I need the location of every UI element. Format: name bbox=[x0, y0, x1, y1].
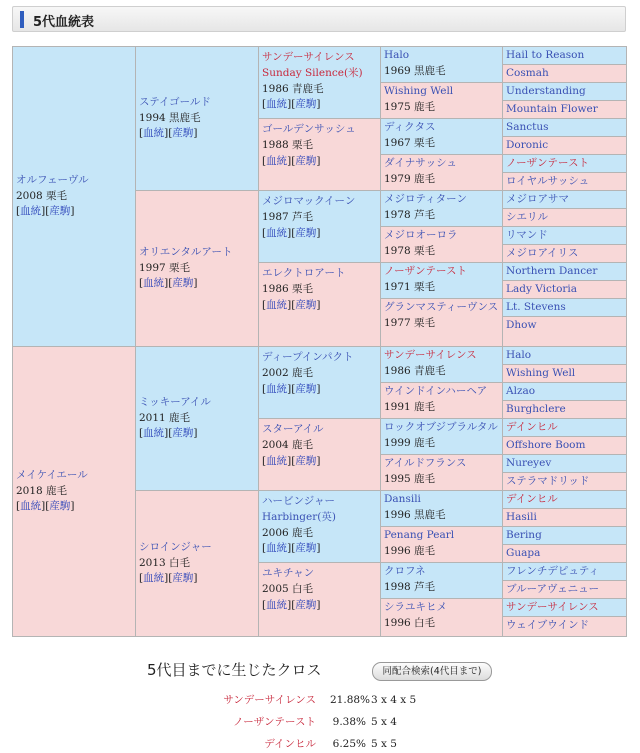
cross-row bbox=[0, 735, 640, 753]
horse-name-link[interactable]: サンデーサイレンス bbox=[384, 349, 477, 361]
horse-name-link[interactable]: Lady Victoria bbox=[506, 283, 578, 295]
horse-name-link[interactable]: ディクタス bbox=[384, 121, 436, 133]
horse-name-link[interactable]: ゴールデンサッシュ bbox=[262, 123, 356, 135]
cross-horse-link[interactable]: サンデーサイレンス bbox=[223, 694, 316, 706]
record-links: [血統][産駒] bbox=[16, 500, 75, 513]
birth-year-color: 2018 鹿毛 bbox=[16, 484, 68, 497]
birth-year-color: 1986 栗毛 bbox=[262, 282, 314, 295]
birth-year-color: 1997 栗毛 bbox=[139, 261, 191, 274]
horse-name-link[interactable]: メイケイエール bbox=[16, 468, 88, 481]
record-links: [血統][産駒] bbox=[16, 205, 75, 218]
page-title: 5代血統表 bbox=[33, 15, 95, 30]
sire-dam-cell bbox=[12, 46, 136, 347]
birth-year-color: 1988 栗毛 bbox=[262, 138, 314, 151]
birth-year-color: 1978 栗毛 bbox=[384, 244, 436, 257]
g4-ancestor-cell bbox=[380, 526, 503, 563]
horse-name-link[interactable]: Sanctus bbox=[506, 121, 549, 133]
pedigree-link[interactable]: 血統 bbox=[266, 542, 288, 555]
birth-year-color: 1978 芦毛 bbox=[384, 208, 436, 221]
birth-year-color: 1979 鹿毛 bbox=[384, 172, 436, 185]
g5-ancestor-cell bbox=[502, 118, 627, 137]
grandparent-cell bbox=[135, 46, 259, 191]
header-accent-bar bbox=[20, 11, 24, 28]
horse-name-link[interactable]: デインヒル bbox=[506, 493, 558, 505]
birth-year-color: 1994 黒鹿毛 bbox=[139, 111, 201, 124]
birth-year-color: 1996 鹿毛 bbox=[384, 544, 436, 557]
horse-name-link[interactable]: Mountain Flower bbox=[506, 103, 598, 115]
horse-name-link[interactable]: Offshore Boom bbox=[506, 439, 586, 451]
g4-ancestor-cell bbox=[380, 418, 503, 455]
g5-ancestor-cell bbox=[502, 82, 627, 101]
cross-generations: 5 x 5 bbox=[371, 738, 397, 750]
horse-name-link[interactable]: ステイゴールド bbox=[139, 95, 211, 108]
horse-name-link[interactable]: エレクトロアート bbox=[262, 267, 346, 279]
g5-ancestor-cell bbox=[502, 454, 627, 473]
cross-percent: 9.38% bbox=[332, 716, 366, 728]
g5-ancestor-cell bbox=[502, 490, 627, 509]
g3-ancestor-cell bbox=[258, 346, 381, 419]
horse-name-link[interactable]: Lt. Stevens bbox=[506, 301, 566, 313]
pedigree-table bbox=[12, 46, 626, 646]
record-links: [血統][産駒] bbox=[262, 542, 321, 555]
g5-ancestor-cell bbox=[502, 172, 627, 191]
horse-name-link[interactable]: ロックオブジブラルタル bbox=[384, 421, 498, 433]
birth-year-color: 1986 青鹿毛 bbox=[262, 82, 324, 95]
record-links: [血統][産駒] bbox=[262, 598, 321, 611]
birth-year-color: 1999 鹿毛 bbox=[384, 436, 436, 449]
cross-horse-link[interactable]: デインヒル bbox=[264, 738, 316, 750]
pedigree-link[interactable]: 血統 bbox=[143, 277, 165, 290]
birth-year-color: 1991 鹿毛 bbox=[384, 400, 436, 413]
cross-row bbox=[0, 691, 640, 709]
horse-name-link[interactable]: Alzao bbox=[506, 385, 536, 397]
g5-ancestor-cell bbox=[502, 280, 627, 299]
horse-name-link[interactable]: Penang Pearl bbox=[384, 529, 455, 541]
grandparent-cell bbox=[135, 346, 259, 491]
horse-name-link[interactable]: ノーザンテースト bbox=[384, 265, 467, 277]
g3-ancestor-cell bbox=[258, 190, 381, 263]
progeny-link[interactable]: 産駒 bbox=[49, 205, 71, 218]
horse-name-link[interactable]: アイルドフランス bbox=[384, 457, 467, 469]
horse-name-link[interactable]: Guapa bbox=[506, 547, 541, 559]
record-links: [血統][産駒] bbox=[262, 382, 321, 395]
birth-year-color: 1987 芦毛 bbox=[262, 210, 314, 223]
g4-ancestor-cell bbox=[380, 82, 503, 119]
progeny-link[interactable]: 産駒 bbox=[172, 427, 194, 440]
horse-name-link[interactable]: Wishing Well bbox=[506, 367, 576, 379]
horse-name-link[interactable]: ウェイブウインド bbox=[506, 619, 589, 631]
birth-year-color: 2005 白毛 bbox=[262, 582, 314, 595]
g4-ancestor-cell bbox=[380, 118, 503, 155]
g5-ancestor-cell bbox=[502, 244, 627, 263]
pedigree-link[interactable]: 血統 bbox=[266, 382, 288, 395]
horse-name-link[interactable]: クロフネ bbox=[384, 565, 426, 577]
pedigree-link[interactable]: 血統 bbox=[143, 572, 165, 585]
cross-generations: 3 x 4 x 5 bbox=[371, 694, 417, 706]
horse-name-link[interactable]: シロインジャー bbox=[139, 540, 212, 553]
horse-name-link[interactable]: Harbinger(英) bbox=[262, 510, 336, 523]
progeny-link[interactable]: 産駒 bbox=[49, 500, 71, 513]
g5-ancestor-cell bbox=[502, 544, 627, 563]
horse-name-link[interactable]: オルフェーヴル bbox=[16, 173, 89, 186]
g4-ancestor-cell bbox=[380, 454, 503, 491]
birth-year-color: 1971 栗毛 bbox=[384, 280, 436, 293]
horse-name-link[interactable]: サンデーサイレンス bbox=[506, 601, 599, 613]
g5-ancestor-cell bbox=[502, 598, 627, 617]
birth-year-color: 1995 鹿毛 bbox=[384, 472, 436, 485]
birth-year-color: 1977 栗毛 bbox=[384, 316, 436, 329]
g4-ancestor-cell bbox=[380, 598, 503, 637]
birth-year-color: 1996 白毛 bbox=[384, 616, 436, 629]
g5-ancestor-cell bbox=[502, 136, 627, 155]
progeny-link[interactable]: 産駒 bbox=[295, 382, 317, 395]
pedigree-link[interactable]: 血統 bbox=[20, 205, 42, 218]
same-mating-search-button[interactable]: 同配合検索(4代目まで) bbox=[372, 662, 492, 681]
cross-section-title: 5代目までに生じたクロス bbox=[147, 661, 322, 679]
g3-ancestor-cell bbox=[258, 418, 381, 491]
pedigree-link[interactable]: 血統 bbox=[143, 427, 165, 440]
birth-year-color: 2002 鹿毛 bbox=[262, 366, 314, 379]
birth-year-color: 1975 鹿毛 bbox=[384, 100, 436, 113]
horse-name-link[interactable]: ウインドインハーヘア bbox=[384, 385, 488, 397]
horse-name-link[interactable]: Doronic bbox=[506, 139, 549, 151]
g5-ancestor-cell bbox=[502, 100, 627, 119]
pedigree-link[interactable]: 血統 bbox=[266, 298, 288, 311]
horse-name-link[interactable]: Halo bbox=[384, 49, 410, 61]
g4-ancestor-cell bbox=[380, 562, 503, 599]
record-links: [血統][産駒] bbox=[139, 277, 198, 290]
g5-ancestor-cell bbox=[502, 346, 627, 365]
grandparent-cell bbox=[135, 190, 259, 347]
birth-year-color: 1969 黒鹿毛 bbox=[384, 64, 446, 77]
g4-ancestor-cell bbox=[380, 298, 503, 347]
horse-name-link[interactable]: ロイヤルサッシュ bbox=[506, 175, 590, 187]
record-links: [血統][産駒] bbox=[262, 98, 321, 111]
g3-ancestor-cell bbox=[258, 490, 381, 563]
record-links: [血統][産駒] bbox=[262, 154, 321, 167]
record-links: [血統][産駒] bbox=[139, 572, 198, 585]
sire-dam-cell bbox=[12, 346, 136, 637]
birth-year-color: 1998 芦毛 bbox=[384, 580, 436, 593]
g5-ancestor-cell bbox=[502, 364, 627, 383]
g3-ancestor-cell bbox=[258, 118, 381, 191]
birth-year-color: 2008 栗毛 bbox=[16, 189, 68, 202]
horse-name-link[interactable]: グランマスティーヴンス bbox=[384, 301, 499, 313]
progeny-link[interactable]: 産駒 bbox=[295, 598, 317, 611]
g4-ancestor-cell bbox=[380, 262, 503, 299]
birth-year-color: 1986 青鹿毛 bbox=[384, 364, 446, 377]
g5-ancestor-cell bbox=[502, 580, 627, 599]
horse-name-link[interactable]: メジロマックイーン bbox=[262, 195, 356, 207]
horse-name-link[interactable]: シラユキヒメ bbox=[384, 601, 447, 613]
g4-ancestor-cell bbox=[380, 226, 503, 263]
g5-ancestor-cell bbox=[502, 46, 627, 65]
pedigree-link[interactable]: 血統 bbox=[266, 154, 288, 167]
horse-name-link[interactable]: Wishing Well bbox=[384, 85, 454, 97]
pedigree-link[interactable]: 血統 bbox=[266, 454, 288, 467]
birth-year-color: 2013 白毛 bbox=[139, 556, 191, 569]
horse-name-link[interactable]: Halo bbox=[506, 349, 532, 361]
record-links: [血統][産駒] bbox=[139, 427, 198, 440]
cross-row bbox=[0, 713, 640, 731]
horse-name-link[interactable]: スターアイル bbox=[262, 423, 324, 435]
horse-name-link[interactable]: Nureyev bbox=[506, 457, 552, 469]
horse-name-link[interactable]: ディープインパクト bbox=[262, 351, 354, 363]
section-header bbox=[12, 6, 626, 32]
cross-horse-link[interactable]: ノーザンテースト bbox=[233, 716, 316, 728]
cross-percent: 21.88% bbox=[330, 694, 371, 706]
g5-ancestor-cell bbox=[502, 64, 627, 83]
horse-name-link[interactable]: ユキチャン bbox=[262, 567, 315, 579]
horse-name-link[interactable]: ミッキーアイル bbox=[139, 395, 211, 408]
horse-name-link[interactable]: ハービンジャー bbox=[262, 495, 336, 507]
record-links: [血統][産駒] bbox=[262, 226, 321, 239]
g5-ancestor-cell bbox=[502, 436, 627, 455]
birth-year-color: 2004 鹿毛 bbox=[262, 438, 314, 451]
progeny-link[interactable]: 産駒 bbox=[295, 98, 317, 111]
horse-name-link[interactable]: サンデーサイレンス bbox=[262, 51, 355, 63]
pedigree-link[interactable]: 血統 bbox=[266, 98, 288, 111]
horse-name-link[interactable]: Dhow bbox=[506, 319, 537, 331]
g5-ancestor-cell bbox=[502, 526, 627, 545]
grandparent-cell bbox=[135, 490, 259, 637]
horse-name-link[interactable]: Dansili bbox=[384, 493, 421, 505]
g5-ancestor-cell bbox=[502, 190, 627, 209]
progeny-link[interactable]: 産駒 bbox=[295, 226, 317, 239]
horse-name-link[interactable]: デインヒル bbox=[506, 421, 558, 433]
pedigree-link[interactable]: 血統 bbox=[266, 226, 288, 239]
horse-name-link[interactable]: Understanding bbox=[506, 85, 586, 97]
birth-year-color: 1996 黒鹿毛 bbox=[384, 508, 446, 521]
pedigree-link[interactable]: 血統 bbox=[266, 598, 288, 611]
g5-ancestor-cell bbox=[502, 262, 627, 281]
g5-ancestor-cell bbox=[502, 472, 627, 491]
g5-ancestor-cell bbox=[502, 400, 627, 419]
horse-name-link[interactable]: ブルーアヴェニュー bbox=[506, 583, 600, 595]
horse-name-link[interactable]: Hasili bbox=[506, 511, 537, 523]
horse-name-link[interactable]: リマンド bbox=[506, 229, 548, 241]
horse-name-link[interactable]: メジロアイリス bbox=[506, 247, 579, 259]
g5-ancestor-cell bbox=[502, 154, 627, 173]
birth-year-color: 1967 栗毛 bbox=[384, 136, 436, 149]
g5-ancestor-cell bbox=[502, 508, 627, 527]
horse-name-link[interactable]: Sunday Silence(米) bbox=[262, 66, 363, 79]
g4-ancestor-cell bbox=[380, 382, 503, 419]
horse-name-link[interactable]: Burghclere bbox=[506, 403, 566, 415]
g5-ancestor-cell bbox=[502, 418, 627, 437]
g5-ancestor-cell bbox=[502, 562, 627, 581]
horse-name-link[interactable]: Bering bbox=[506, 529, 542, 541]
cross-percent: 6.25% bbox=[332, 738, 366, 750]
horse-name-link[interactable]: ダイナサッシュ bbox=[384, 157, 457, 169]
g5-ancestor-cell bbox=[502, 208, 627, 227]
birth-year-color: 2006 鹿毛 bbox=[262, 526, 314, 539]
g5-ancestor-cell bbox=[502, 382, 627, 401]
g3-ancestor-cell bbox=[258, 46, 381, 119]
g3-ancestor-cell bbox=[258, 562, 381, 637]
g4-ancestor-cell bbox=[380, 490, 503, 527]
g4-ancestor-cell bbox=[380, 46, 503, 83]
pedigree-link[interactable]: 血統 bbox=[143, 127, 165, 140]
horse-name-link[interactable]: メジロアサマ bbox=[506, 193, 569, 205]
progeny-link[interactable]: 産駒 bbox=[172, 572, 194, 585]
horse-name-link[interactable]: シエリル bbox=[506, 211, 548, 223]
record-links: [血統][産駒] bbox=[139, 127, 198, 140]
horse-name-link[interactable]: フレンチデピュティ bbox=[506, 565, 599, 577]
horse-name-link[interactable]: Hail to Reason bbox=[506, 49, 585, 61]
progeny-link[interactable]: 産駒 bbox=[295, 298, 317, 311]
g5-ancestor-cell bbox=[502, 316, 627, 347]
horse-name-link[interactable]: メジロティターン bbox=[384, 193, 467, 205]
horse-name-link[interactable]: オリエンタルアート bbox=[139, 245, 233, 258]
g5-ancestor-cell bbox=[502, 298, 627, 317]
horse-name-link[interactable]: ステラマドリッド bbox=[506, 475, 590, 487]
g5-ancestor-cell bbox=[502, 226, 627, 245]
record-links: [血統][産駒] bbox=[262, 298, 321, 311]
g4-ancestor-cell bbox=[380, 346, 503, 383]
progeny-link[interactable]: 産駒 bbox=[295, 542, 317, 555]
g4-ancestor-cell bbox=[380, 190, 503, 227]
pedigree-link[interactable]: 血統 bbox=[20, 500, 42, 513]
record-links: [血統][産駒] bbox=[262, 454, 321, 467]
horse-name-link[interactable]: ノーザンテースト bbox=[506, 157, 589, 169]
birth-year-color: 2011 鹿毛 bbox=[139, 411, 191, 424]
progeny-link[interactable]: 産駒 bbox=[295, 154, 317, 167]
cross-generations: 5 x 4 bbox=[371, 716, 397, 728]
horse-name-link[interactable]: メジロオーロラ bbox=[384, 229, 458, 241]
progeny-link[interactable]: 産駒 bbox=[172, 127, 194, 140]
progeny-link[interactable]: 産駒 bbox=[295, 454, 317, 467]
progeny-link[interactable]: 産駒 bbox=[172, 277, 194, 290]
g3-ancestor-cell bbox=[258, 262, 381, 347]
g5-ancestor-cell bbox=[502, 616, 627, 637]
horse-name-link[interactable]: Cosmah bbox=[506, 67, 549, 79]
horse-name-link[interactable]: Northern Dancer bbox=[506, 265, 598, 277]
g4-ancestor-cell bbox=[380, 154, 503, 191]
